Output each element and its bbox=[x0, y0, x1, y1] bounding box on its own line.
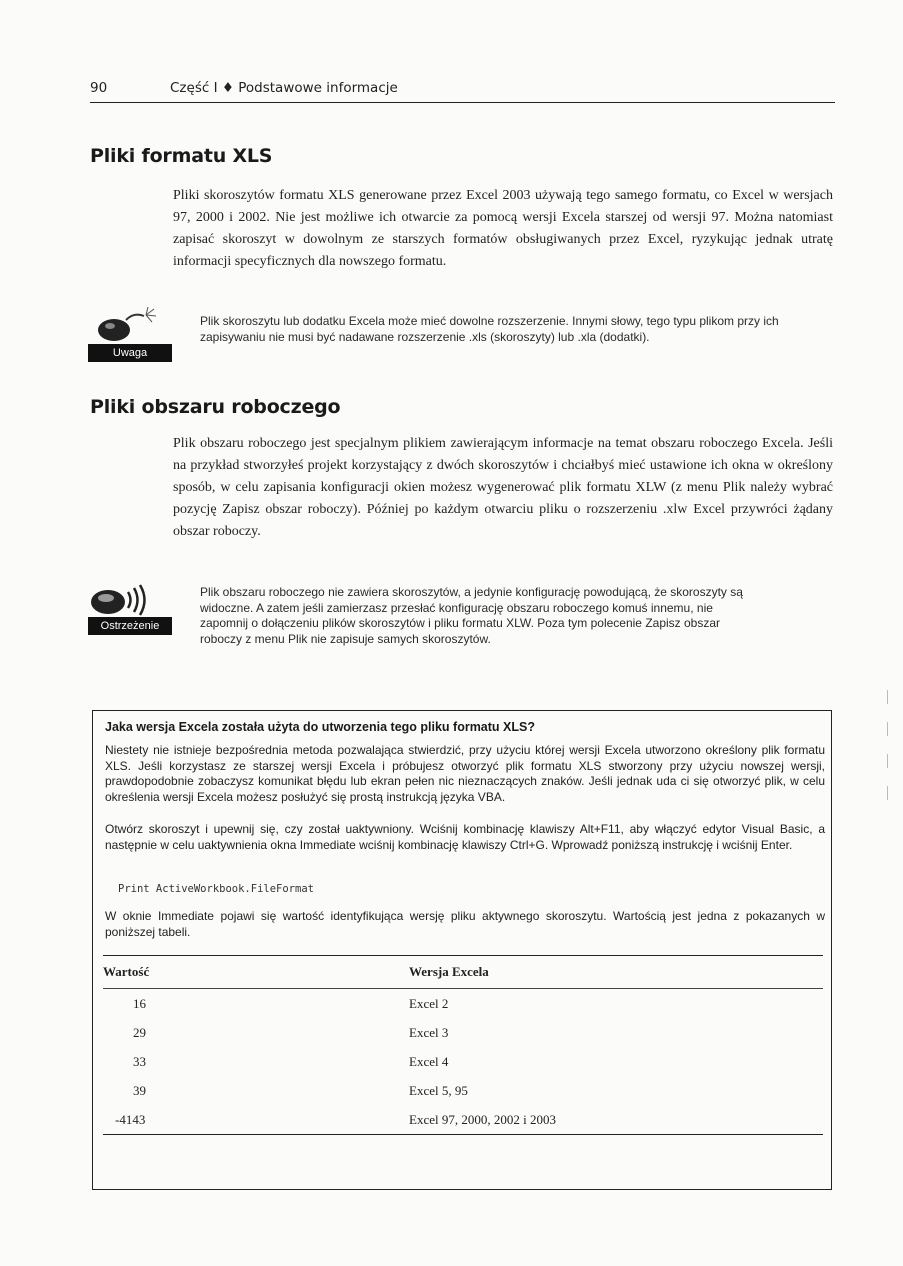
table-cell-version: Excel 97, 2000, 2002 i 2003 bbox=[409, 1105, 823, 1135]
excel-version-table bbox=[103, 955, 823, 1135]
sidebar-paragraph-1: Niestety nie istnieje bezpośrednia metoda pozwalająca stwierdzić, przy użyciu której wersji Excela utworzono określony plik formatu XLS. Jeśli korzystasz ze starszej wersji Excela i próbujesz otworzyć plik formatu XLS stworzony przy użyciu nowszej wersji, prawdopodobnie zobaczysz komunikat błędu lub ekran pełen nic nieznaczących znaków. Jeśli jednak uda ci się otworzyć plik, w celu określenia wersji Excela możesz posłużyć się prostą instrukcją języka VBA. bbox=[105, 743, 825, 804]
table-cell-value: 33 bbox=[133, 1053, 146, 1069]
table-header-row bbox=[103, 956, 823, 989]
running-head bbox=[90, 78, 835, 103]
note-text: Plik skoroszytu lub dodatku Excela może mieć dowolne rozszerzenie. Innymi słowy, tego typu plikom przy ich zapisywaniu nie musi być nadawane rozszerzenie .xls (skoroszyty) lub .xla (dodatki). bbox=[200, 314, 779, 344]
table-cell-version: Excel 2 bbox=[409, 995, 449, 1011]
table-header-value: Wartość bbox=[103, 956, 409, 989]
table-cell-value: -4143 bbox=[103, 1105, 409, 1135]
bomb-icon bbox=[88, 306, 172, 344]
siren-icon bbox=[88, 580, 172, 617]
table-cell-version: Excel 5, 95 bbox=[409, 1082, 468, 1098]
table-row bbox=[103, 989, 823, 1019]
table-cell-value: 29 bbox=[133, 1024, 146, 1040]
paragraph-xls-files: Pliki skoroszytów formatu XLS generowane przez Excel 2003 używają tego samego formatu, co Excel w wersjach 97, 2000 i 2002. Nie jest możliwe ich otwarcie za pomocą wersji Excela starszej od wersji 97. Można natomiast zapisać skoroszyt w dowolnym ze starszych formatów obsługiwanych przez Excel, ryzykując jednak utratę informacji specyficznych dla nowszego formatu. bbox=[173, 188, 833, 269]
heading-xls-files: Pliki formatu XLS bbox=[90, 145, 273, 167]
table-row bbox=[103, 1105, 823, 1135]
note-icon-block bbox=[88, 306, 172, 362]
paragraph-workspace-files: Plik obszaru roboczego jest specjalnym plikiem zawierającym informacje na temat obszaru roboczego Excela. Jeśli na przykład stworzyłeś projekt korzystający z dwóch skoroszytów i chciałbyś mieć ustawione ich okna w określony sposób, w celu zapisania konfiguracji okien możesz wygenerować plik formatu XLW (z menu Plik należy wybrać pozycję Zapisz obszar roboczy). Później po każdym otwarciu pliku o rozszerzeniu .xlw Excel przywróci żądany obszar roboczy. bbox=[173, 436, 833, 539]
table-row bbox=[103, 1076, 823, 1105]
part-title: Część I ♦ Podstawowe informacje bbox=[170, 80, 398, 96]
table-cell-value: 16 bbox=[133, 995, 146, 1011]
margin-marks bbox=[887, 690, 891, 810]
page-number: 90 bbox=[90, 80, 108, 96]
table-header-version: Wersja Excela bbox=[409, 956, 823, 989]
warning-icon-block bbox=[88, 580, 172, 636]
warning-badge: Ostrzeżenie bbox=[88, 617, 172, 635]
warning-text: Plik obszaru roboczego nie zawiera skoroszytów, a jedynie konfigurację powodującą, że skoroszyty są widoczne. A zatem jeśli zamierzasz przesłać konfigurację obszaru roboczego komuś innemu, nie zapomnij o dołączeniu plików skoroszytów i pliku formatu XLW. Poza tym polecenie Zapisz obszar roboczy z menu Plik nie zapisuje samych skoroszytów. bbox=[200, 585, 743, 646]
sidebar-paragraph-2: Otwórz skoroszyt i upewnij się, czy został uaktywniony. Wciśnij kombinację klawiszy Alt+F11, aby włączyć edytor Visual Basic, a następnie w celu uaktywnienia okna Immediate wciśnij kombinację klawiszy Ctrl+G. Wprowadź poniższą instrukcję i wciśnij Enter. bbox=[105, 822, 825, 852]
note-badge: Uwaga bbox=[88, 344, 172, 362]
sidebar-paragraph-3: W oknie Immediate pojawi się wartość identyfikująca wersję pliku aktywnego skoroszytu. Wartością jest jedna z pokazanych w poniższej tabeli. bbox=[105, 909, 825, 939]
table-cell-version: Excel 3 bbox=[409, 1024, 449, 1040]
sidebar-title: Jaka wersja Excela została użyta do utworzenia tego pliku formatu XLS? bbox=[105, 720, 535, 734]
table-cell-value: 39 bbox=[133, 1082, 146, 1098]
table-row bbox=[103, 1047, 823, 1076]
heading-workspace-files: Pliki obszaru roboczego bbox=[90, 396, 341, 418]
table-row bbox=[103, 1018, 823, 1047]
table-cell-version: Excel 4 bbox=[409, 1053, 449, 1069]
vba-code-line: Print ActiveWorkbook.FileFormat bbox=[118, 883, 314, 895]
